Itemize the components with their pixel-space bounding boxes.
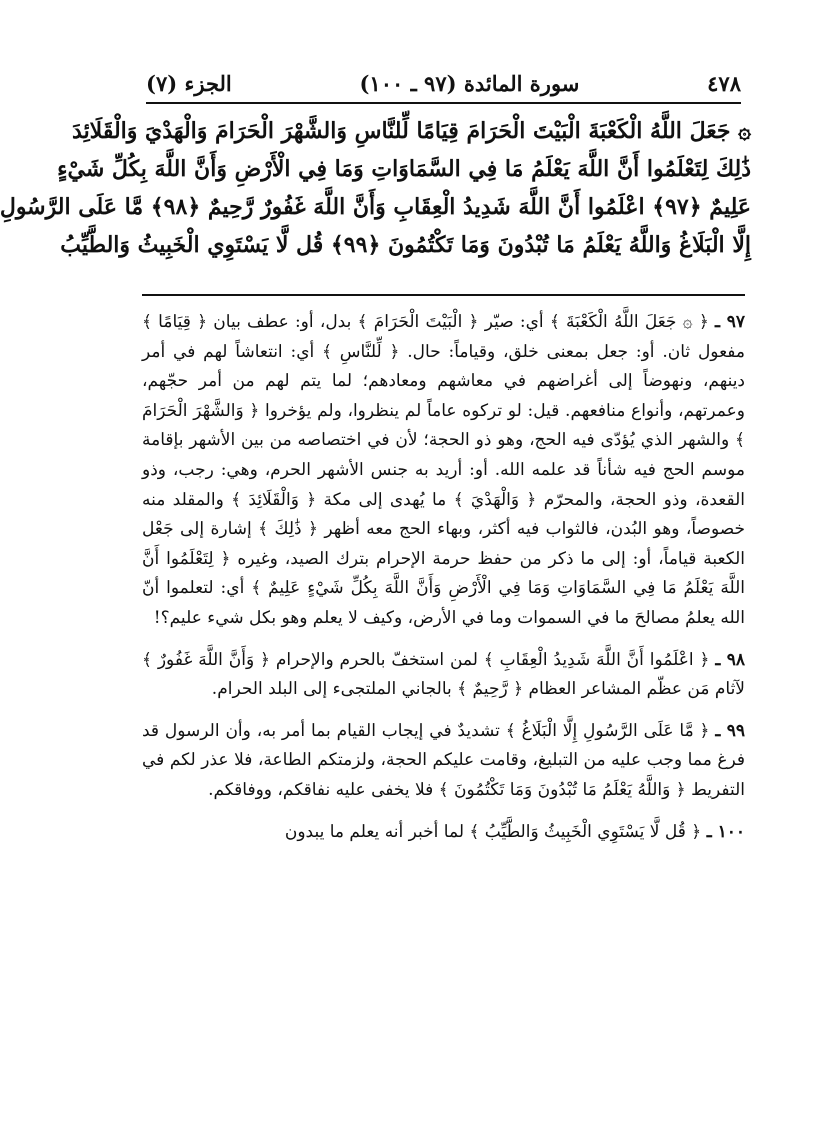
- verse-number: ٩٧ ـ: [715, 312, 745, 332]
- juz-label: الجزء (٧): [146, 70, 232, 96]
- verse-line: إِلَّا الْبَلَاغُ وَاللَّهُ يَعْلَمُ مَا تُبْدُونَ وَمَا تَكْتُمُونَ ﴿٩٩﴾ قُل لَّا يَسْتَوِي الْخَبِيثُ وَالطَّيِّبُ: [60, 232, 751, 258]
- page-number: ٤٧٨: [707, 70, 741, 96]
- commentary-paragraph: [142, 717, 745, 806]
- section-divider: [142, 294, 745, 296]
- commentary-text: ﴿ ۞ جَعَلَ اللَّهُ الْكَعْبَةَ ﴾ أي: صيّر ﴿ الْبَيْتَ الْحَرَامَ ﴾ بدل، أو: عطف بيان ﴿ قِيَامًا ﴾ مفعول ثان. أو: جعل بمعنى خلق، وقياماً: حال. ﴿ لِّلنَّاسِ ﴾ أي: انتعاشاً لهم في أمر دينهم، ونهوضاً إلى أغراضهم في معاشهم ومعادهم؛ لما يتم لهم من أمر حجّهم، وعمرتهم، وأنواع منافعهم. قيل: لو تركوه عاماً لم ينظروا، ولم يؤخروا ﴿ وَالشَّهْرَ الْحَرَامَ ﴾ والشهر الذي يُؤدّى فيه الحج، وهو ذو الحجة؛ لأن في اختصاصه من بين الأشهر بإقامة موسم الحج فيه شأناً قد علمه الله. أو: أريد به جنس الأشهر الحرم، وهي: رجب، وذو القعدة، وذو الحجة، والمحرّم ﴿ وَالْهَدْيَ ﴾ ما يُهدى إلى مكة ﴿ وَالْقَلَائِدَ ﴾ والمقلد منه خصوصاً، وهو البُدن، فالثواب فيه أكثر، وبهاء الحج معه أظهر ﴿ ذَٰلِكَ ﴾ إشارة إلى جَعْل الكعبة قياماً، أو: إلى ما ذكر من حفظ حرمة الإحرام بترك الصيد، وغيره ﴿ لِتَعْلَمُوا أَنَّ اللَّهَ يَعْلَمُ مَا فِي السَّمَاوَاتِ وَمَا فِي الْأَرْضِ وَأَنَّ اللَّهَ بِكُلِّ شَيْءٍ عَلِيمٌ ﴾ أي: لتعلموا أنّ الله يعلمُ مصالحَ ما في السموات وما في الأرض، وكيف لا يعلم وهو بكل شيء عليم؟!: [142, 312, 745, 628]
- commentary-text: ﴿ قُل لَّا يَسْتَوِي الْخَبِيثُ وَالطَّيِّبُ ﴾ لما أخبر أنه يعلم ما يبدون: [284, 821, 702, 842]
- verse-line: ۞ جَعَلَ اللَّهُ الْكَعْبَةَ الْبَيْتَ الْحَرَامَ قِيَامًا لِّلنَّاسِ وَالشَّهْرَ الْحَرَامَ وَالْهَدْيَ وَالْقَلَائِدَ: [72, 118, 751, 144]
- verse-line: عَلِيمٌ ﴿٩٧﴾ اعْلَمُوا أَنَّ اللَّهَ شَدِيدُ الْعِقَابِ وَأَنَّ اللَّهَ غَفُورٌ رَّحِيمٌ ﴿٩٨﴾ مَّا عَلَى الرَّسُولِ: [0, 194, 751, 220]
- commentary-text: ﴿ اعْلَمُوا أَنَّ اللَّهَ شَدِيدُ الْعِقَابِ ﴾ لمن استخفّ بالحرم والإحرام ﴿ وَأَنَّ اللَّهَ غَفُورٌ ﴾ لآثام مَن عظّم المشاعر العظام ﴿ رَّحِيمٌ ﴾ بالجاني الملتجىء إلى البلد الحرام.: [142, 649, 745, 700]
- quran-verses: [0, 112, 751, 292]
- commentary-paragraph: [142, 308, 745, 634]
- verse-number: ٩٩ ـ: [715, 720, 745, 741]
- commentary-paragraph: [142, 818, 745, 848]
- verse-number: ١٠٠ ـ: [706, 821, 745, 842]
- commentary: [142, 308, 745, 859]
- verse-number: ٩٨ ـ: [715, 649, 745, 670]
- commentary-paragraph: [142, 646, 745, 705]
- page-header: [146, 64, 741, 104]
- surah-title: سورة المائدة (٩٧ ـ ١٠٠): [359, 70, 580, 96]
- verse-line: ذَٰلِكَ لِتَعْلَمُوا أَنَّ اللَّهَ يَعْلَمُ مَا فِي السَّمَاوَاتِ وَمَا فِي الْأَرْضِ وَأَنَّ اللَّهَ بِكُلِّ شَيْءٍ: [57, 156, 751, 182]
- commentary-text: ﴿ مَّا عَلَى الرَّسُولِ إِلَّا الْبَلَاغُ ﴾ تشديدٌ في إيجاب القيام بما أمر به، وأن الرسول قد فرغ مما وجب عليه من التبليغ، وقامت عليكم الحجة، ولزمتكم الطاعة، فلا عذر لكم في التفريط ﴿ وَاللَّهُ يَعْلَمُ مَا تُبْدُونَ وَمَا تَكْتُمُونَ ﴾ فلا يخفى عليه نفاقكم، ووفاقكم.: [142, 720, 745, 800]
